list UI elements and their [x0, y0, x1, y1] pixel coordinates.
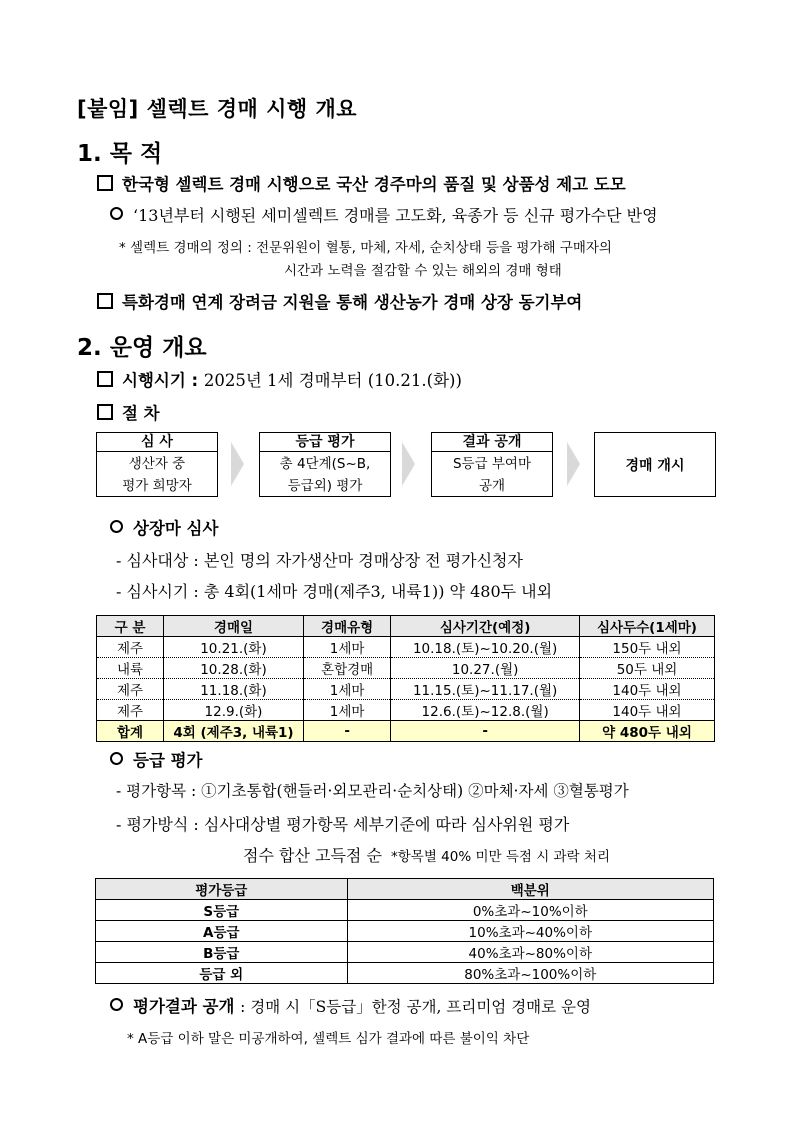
- review-heading-text: 상장마 심사: [133, 519, 219, 538]
- grade-table: [95, 878, 714, 984]
- table-cell: 1세마: [304, 700, 391, 721]
- circle-bullet-icon: [110, 520, 123, 533]
- table-cell: 1세마: [304, 679, 391, 700]
- section1-heading: 1. 목 적: [77, 141, 163, 167]
- section1-item1-text: 한국형 셀렉트 경매 시행으로 국산 경주마의 품질 및 상품성 제고 도모: [122, 175, 626, 194]
- table-row: [97, 637, 715, 658]
- square-bullet-icon: [97, 293, 113, 309]
- table-cell: 등급 외: [96, 963, 348, 984]
- step-grading-title: 등급 평가: [260, 433, 390, 452]
- table-cell: 10.28.(화): [163, 658, 303, 679]
- table-header: 평가등급: [96, 879, 348, 900]
- table-cell: 10.21.(화): [163, 637, 303, 658]
- table-cell: 0%초과~10%이하: [347, 900, 713, 921]
- step-disclosure: [431, 432, 553, 497]
- table-row: [96, 900, 714, 921]
- page-title: [붙임] 셀렉트 경매 시행 개요: [77, 97, 358, 121]
- table-cell: -: [391, 721, 580, 742]
- grading-method-note: *항목별 40% 미만 득점 시 과락 처리: [391, 849, 610, 865]
- table-cell: 50두 내외: [580, 658, 715, 679]
- table-cell: A등급: [96, 921, 348, 942]
- table-header: 구 분: [97, 616, 164, 637]
- table-row: [97, 658, 715, 679]
- table-header-row: [96, 879, 714, 900]
- table-header: 심사두수(1세마): [580, 616, 715, 637]
- section1-sub1: [110, 203, 658, 226]
- period-label: 시행시기 :: [122, 371, 199, 390]
- definition-note-line1: * 셀렉트 경매의 정의 : 전문위원이 혈통, 마체, 자세, 순치상태 등을 평가해 구매자의: [119, 240, 612, 256]
- table-cell: 제주: [97, 637, 164, 658]
- table-cell: 제주: [97, 700, 164, 721]
- table-row: [97, 700, 715, 721]
- arrow-right-icon: [231, 442, 244, 486]
- disclosure-label: 평가결과 공개: [133, 997, 235, 1016]
- table-total-row: [97, 721, 715, 742]
- disclosure-note: * A등급 이하 말은 미공개하여, 셀렉트 심가 결과에 따른 불이익 차단: [127, 1031, 530, 1047]
- table-header: 심사기간(예정): [391, 616, 580, 637]
- table-cell: 제주: [97, 679, 164, 700]
- table-cell: 40%초과~80%이하: [347, 942, 713, 963]
- table-header-row: [97, 616, 715, 637]
- square-bullet-icon: [97, 175, 113, 191]
- table-cell: 80%초과~100%이하: [347, 963, 713, 984]
- grading-items: - 평가항목 : ①기초통합(핸들러·외모관리·순치상태) ②마체·자세 ③혈통평가: [116, 782, 629, 800]
- table-cell: 혼합경매: [304, 658, 391, 679]
- table-cell: 140두 내외: [580, 700, 715, 721]
- period-line: [97, 367, 462, 391]
- section1-item2-text: 특화경매 연계 장려금 지원을 통해 생산농가 경매 상장 동기부여: [122, 293, 583, 312]
- procedure-label: 절 차: [122, 404, 160, 423]
- step-review: [96, 432, 218, 497]
- step-review-line1: 생산자 중: [128, 456, 186, 472]
- review-target: - 심사대상 : 본인 명의 자가생산마 경매상장 전 평가신청자: [116, 551, 523, 570]
- table-cell: -: [304, 721, 391, 742]
- section1-item2: [97, 289, 582, 313]
- table-cell: 11.18.(화): [163, 679, 303, 700]
- table-header: 경매일: [163, 616, 303, 637]
- square-bullet-icon: [97, 371, 113, 387]
- table-cell: 10.18.(토)~10.20.(월): [391, 637, 580, 658]
- table-cell: 합계: [97, 721, 164, 742]
- table-row: [97, 679, 715, 700]
- grading-heading: [110, 747, 203, 771]
- step-grading: [259, 432, 391, 497]
- definition-note-line2: 시간과 노력을 절감할 수 있는 해외의 경매 형태: [284, 263, 562, 279]
- table-cell: 10.27.(월): [391, 658, 580, 679]
- table-cell: 12.9.(화): [163, 700, 303, 721]
- table-cell: 10%초과~40%이하: [347, 921, 713, 942]
- step-review-line2: 평가 희망자: [122, 478, 192, 494]
- procedure-line: [97, 400, 160, 424]
- arrow-right-icon: [567, 442, 580, 486]
- step-grading-line2: 등급외) 평가: [287, 478, 363, 494]
- grading-method-text: 점수 합산 고득점 순: [243, 846, 382, 865]
- step-disclosure-line1: S등급 부여마: [452, 456, 532, 472]
- table-cell: 150두 내외: [580, 637, 715, 658]
- schedule-table: [96, 615, 715, 742]
- table-cell: 12.6.(토)~12.8.(월): [391, 700, 580, 721]
- step-disclosure-line2: 공개: [478, 478, 506, 494]
- step-auction-open: [594, 432, 716, 497]
- circle-bullet-icon: [110, 207, 123, 220]
- table-row: [96, 942, 714, 963]
- table-header: 백분위: [347, 879, 713, 900]
- step-grading-line1: 총 4단계(S~B,: [279, 456, 371, 472]
- table-cell: 1세마: [304, 637, 391, 658]
- table-header: 경매유형: [304, 616, 391, 637]
- table-cell: S등급: [96, 900, 348, 921]
- review-heading: [110, 515, 218, 539]
- table-cell: 11.15.(토)~11.17.(월): [391, 679, 580, 700]
- square-bullet-icon: [97, 404, 113, 420]
- table-cell: 140두 내외: [580, 679, 715, 700]
- grading-heading-text: 등급 평가: [133, 751, 203, 770]
- table-cell: 4회 (제주3, 내륙1): [163, 721, 303, 742]
- period-value: 2025년 1세 경매부터 (10.21.(화)): [203, 371, 462, 390]
- arrow-right-icon: [402, 442, 415, 486]
- section1-item1: [97, 171, 626, 195]
- step-auction-open-title: 경매 개시: [625, 457, 685, 474]
- table-cell: 내륙: [97, 658, 164, 679]
- grading-method-line2: [243, 843, 610, 866]
- circle-bullet-icon: [110, 752, 123, 765]
- review-timing: - 심사시기 : 총 4회(1세마 경매(제주3, 내륙1)) 약 480두 내외: [116, 582, 553, 601]
- table-row: [96, 921, 714, 942]
- step-disclosure-title: 결과 공개: [432, 433, 552, 452]
- circle-bullet-icon: [110, 998, 123, 1011]
- table-cell: 약 480두 내외: [580, 721, 715, 742]
- disclosure-text: : 경매 시「S등급」한정 공개, 프리미엄 경매로 운영: [240, 998, 591, 1016]
- table-row: [96, 963, 714, 984]
- grading-method-line1: - 평가방식 : 심사대상별 평가항목 세부기준에 따라 심사위원 평가: [116, 815, 570, 834]
- section1-sub1-text: ‘13년부터 시행된 세미셀렉트 경매를 고도화, 육종가 등 신규 평가수단 반영: [133, 206, 658, 225]
- section2-heading: 2. 운영 개요: [77, 335, 207, 361]
- step-review-title: 심 사: [97, 433, 217, 452]
- disclosure-line: [110, 993, 591, 1017]
- table-cell: B등급: [96, 942, 348, 963]
